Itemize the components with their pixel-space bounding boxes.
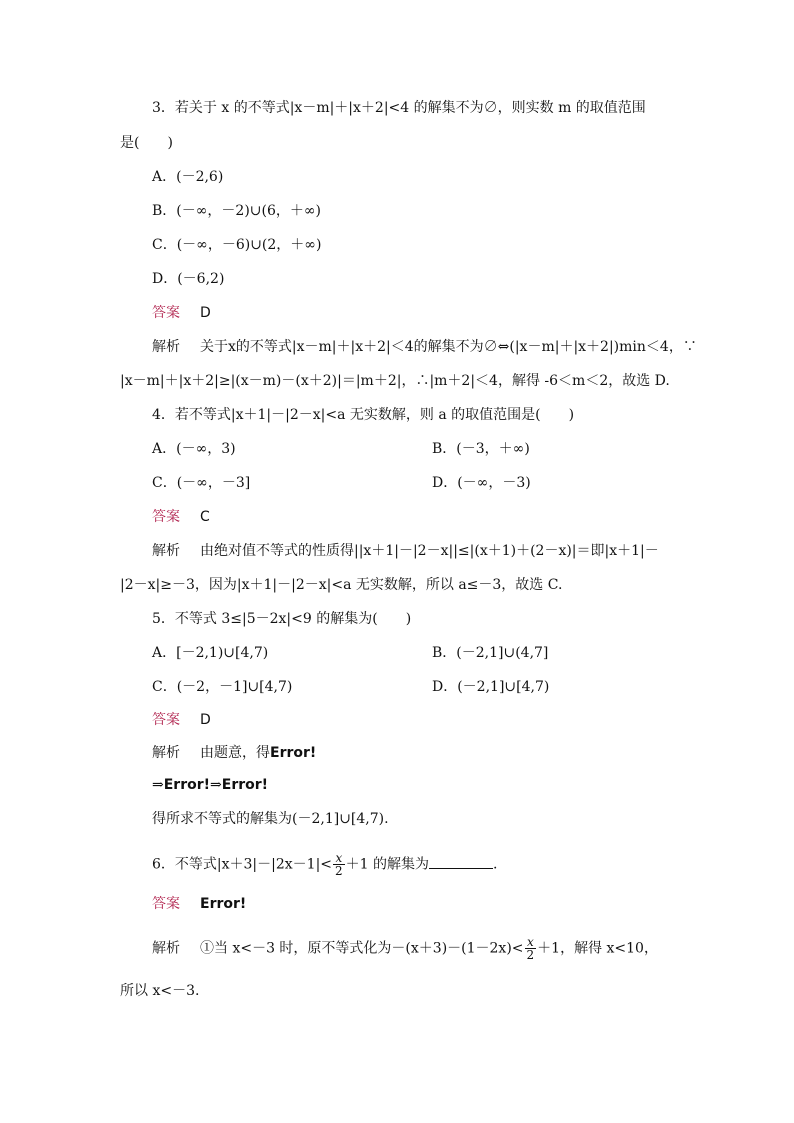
answer-value: D bbox=[200, 305, 211, 321]
analysis-label: 解析 bbox=[152, 940, 180, 957]
stem-text: . bbox=[493, 856, 498, 873]
fraction-denominator: 2 bbox=[335, 864, 343, 878]
q3-stem-line1: 3．若关于 x 的不等式|x－m|＋|x＋2|<4 的解集不为∅，则实数 m 的取值范围 bbox=[152, 100, 646, 116]
q5-option-d: D．(－2,1]∪[4,7) bbox=[432, 679, 550, 695]
error-text: Error! bbox=[221, 777, 269, 793]
fraction-numerator: x bbox=[525, 936, 537, 949]
implies-arrow: ⇒ bbox=[152, 777, 164, 793]
analysis-text: 由题意，得 bbox=[200, 745, 270, 761]
q5-analysis-line1 bbox=[152, 743, 316, 763]
q5-option-c: C．(－2，－1]∪[4,7) bbox=[152, 679, 293, 695]
q3-option-b: B．(－∞，－2)∪(6，＋∞) bbox=[152, 203, 322, 219]
q5-analysis-line2 bbox=[152, 775, 268, 795]
q3-option-c: C．(－∞，－6)∪(2，＋∞) bbox=[152, 237, 322, 253]
fraction-numerator: x bbox=[333, 852, 345, 865]
q5-analysis-line3: 得所求不等式的解集为(－2,1]∪[4,7). bbox=[152, 811, 389, 827]
answer-label: 答案 bbox=[152, 509, 180, 525]
stem-text: ＋1 的解集为 bbox=[345, 856, 430, 873]
q4-analysis-line1 bbox=[152, 541, 659, 561]
analysis-text: ①当 x<－3 时，原不等式化为－(x＋3)－(1－2x)< bbox=[200, 940, 524, 957]
implies-arrow: ⇒ bbox=[210, 777, 222, 793]
q3-option-d: D．(－6,2) bbox=[152, 271, 225, 287]
analysis-label: 解析 bbox=[152, 543, 180, 559]
q4-stem: 4．若不等式|x＋1|－|2－x|<a 无实数解，则 a 的取值范围是( ) bbox=[152, 407, 575, 423]
answer-value: C bbox=[200, 509, 210, 525]
analysis-text: 关于x的不等式|x－m|＋|x＋2|＜4的解集不为∅⇔(|x－m|＋|x＋2|)min＜4，∵ bbox=[200, 339, 697, 355]
answer-label: 答案 bbox=[152, 305, 180, 321]
q3-analysis-line2: |x－m|＋|x＋2|≥|(x－m)－(x＋2)|＝|m＋2|，∴|m＋2|＜4，解得 -6＜m＜2，故选 D. bbox=[120, 373, 670, 389]
answer-blank bbox=[429, 854, 493, 869]
q3-answer bbox=[152, 303, 211, 323]
q4-option-b: B．(－3，＋∞) bbox=[432, 441, 530, 457]
analysis-text: ＋1，解得 x<10， bbox=[537, 940, 658, 957]
analysis-text: 由绝对值不等式的性质得||x＋1|－|2－x||≤|(x＋1)＋(2－x)|＝即|x＋1|－ bbox=[200, 543, 659, 559]
q6-analysis-line2: 所以 x<－3. bbox=[120, 983, 200, 999]
q5-option-b: B．(－2,1]∪(4,7] bbox=[432, 645, 549, 661]
q4-answer bbox=[152, 507, 210, 527]
fraction-denominator: 2 bbox=[526, 948, 535, 962]
q3-analysis-line1 bbox=[152, 337, 697, 357]
q4-option-a: A．(－∞，3) bbox=[152, 441, 236, 457]
stem-text: 6．不等式|x＋3|－|2x－1|< bbox=[152, 856, 333, 873]
q6-stem bbox=[152, 852, 497, 877]
q4-option-c: C．(－∞，－3] bbox=[152, 475, 251, 491]
q4-analysis-line2: |2－x|≥－3，因为|x＋1|－|2－x|<a 无实数解，所以 a≤－3，故选 C. bbox=[120, 577, 563, 593]
fraction bbox=[333, 852, 345, 877]
fraction bbox=[525, 936, 537, 961]
answer-label: 答案 bbox=[152, 896, 180, 912]
q6-analysis-line1 bbox=[152, 936, 658, 961]
error-text: Error! bbox=[163, 777, 211, 793]
analysis-label: 解析 bbox=[152, 339, 180, 355]
answer-label: 答案 bbox=[152, 712, 180, 728]
error-text: Error! bbox=[270, 745, 317, 761]
q5-option-a: A．[－2,1)∪[4,7) bbox=[152, 645, 269, 661]
q5-answer bbox=[152, 710, 211, 730]
q3-stem-line2: 是( ) bbox=[120, 135, 173, 151]
q5-stem: 5．不等式 3≤|5－2x|<9 的解集为( ) bbox=[152, 611, 412, 627]
answer-value: D bbox=[200, 712, 211, 728]
analysis-label: 解析 bbox=[152, 745, 180, 761]
q6-answer bbox=[152, 894, 246, 914]
answer-value: Error! bbox=[200, 896, 247, 912]
q4-option-d: D．(－∞，－3) bbox=[432, 475, 531, 491]
q3-option-a: A．(－2,6) bbox=[152, 169, 224, 185]
